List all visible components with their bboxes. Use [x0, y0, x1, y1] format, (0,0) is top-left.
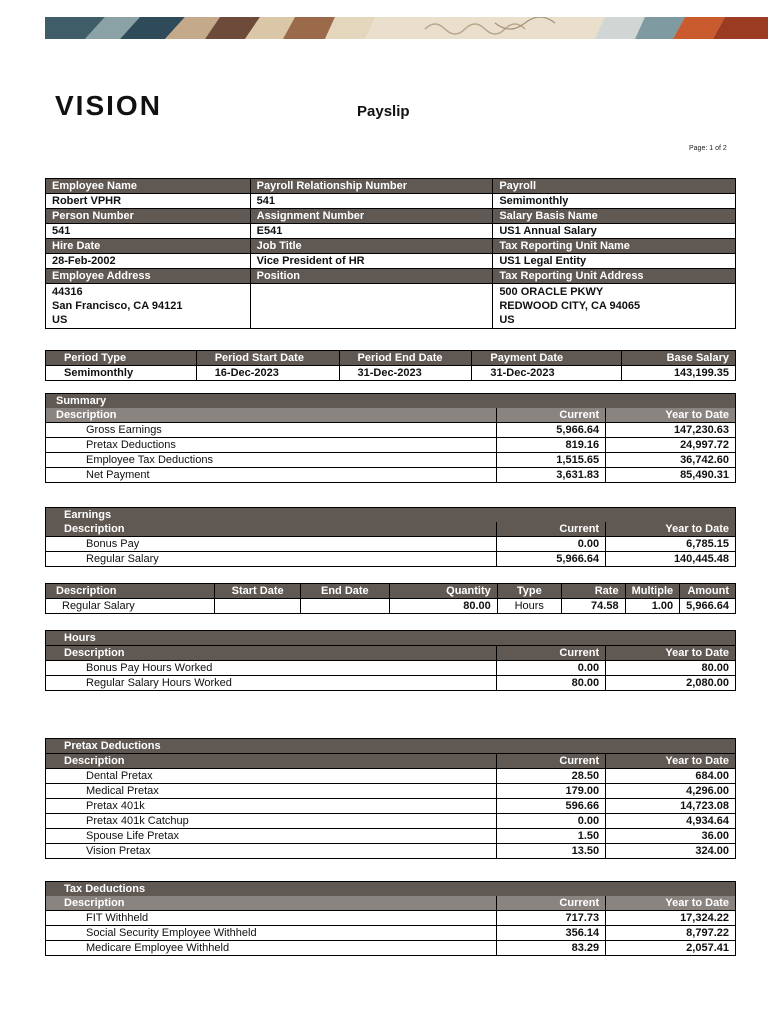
section-title-earnings: Earnings [46, 508, 736, 523]
header-period-start: Period Start Date [196, 351, 339, 366]
col-description: Description [46, 754, 497, 769]
row-current: 3,631.83 [497, 468, 606, 483]
row-description: Employee Tax Deductions [46, 453, 497, 468]
row-description: Spouse Life Pretax [46, 829, 497, 844]
row-description: Vision Pretax [46, 844, 497, 859]
col-multiple: Multiple [625, 584, 680, 599]
col-description: Description [46, 408, 497, 423]
table-row [46, 814, 736, 829]
row-ytd: 4,934.64 [606, 814, 736, 829]
period-table [45, 350, 736, 381]
row-description: Pretax Deductions [46, 438, 497, 453]
hours-table [45, 630, 736, 691]
label-job-title: Job Title [250, 239, 493, 254]
row-ytd: 85,490.31 [606, 468, 736, 483]
tax-reporting-unit: US1 Legal Entity [493, 254, 736, 269]
col-year-to-date: Year to Date [606, 754, 736, 769]
period-end-date: 31-Dec-2023 [339, 366, 472, 381]
row-description: Net Payment [46, 468, 497, 483]
header-payment-date: Payment Date [472, 351, 622, 366]
col-year-to-date: Year to Date [606, 646, 736, 661]
col-rate: Rate [561, 584, 625, 599]
col-end-date: End Date [301, 584, 389, 599]
row-current: 596.66 [497, 799, 606, 814]
row-description: Bonus Pay Hours Worked [46, 661, 497, 676]
col-start-date: Start Date [215, 584, 301, 599]
col-year-to-date: Year to Date [606, 522, 736, 537]
section-title-hours: Hours [46, 631, 736, 646]
row-ytd: 24,997.72 [606, 438, 736, 453]
col-description: Description [46, 584, 215, 599]
row-ytd: 80.00 [606, 661, 736, 676]
label-position: Position [250, 269, 493, 284]
col-description: Description [46, 896, 497, 911]
employee-address: 44316 San Francisco, CA 94121 US [46, 284, 251, 329]
label-person-number: Person Number [46, 209, 251, 224]
row-description: Dental Pretax [46, 769, 497, 784]
salary-basis: US1 Annual Salary [493, 224, 736, 239]
label-payroll: Payroll [493, 179, 736, 194]
period-type: Semimonthly [46, 366, 197, 381]
period-start-date: 16-Dec-2023 [196, 366, 339, 381]
row-current: 819.16 [497, 438, 606, 453]
job-title: Vice President of HR [250, 254, 493, 269]
table-row [46, 799, 736, 814]
table-row [46, 911, 736, 926]
row-current: 1.50 [497, 829, 606, 844]
base-salary: 143,199.35 [622, 366, 736, 381]
tax-deductions-table [45, 881, 736, 956]
col-description: Description [46, 522, 497, 537]
row-current: 80.00 [497, 676, 606, 691]
row-description: Pretax 401k [46, 799, 497, 814]
page-number: Page: 1 of 2 [689, 145, 727, 152]
label-hire-date: Hire Date [46, 239, 251, 254]
table-row [46, 784, 736, 799]
header-period-type: Period Type [46, 351, 197, 366]
table-row [46, 926, 736, 941]
label-payroll-relationship: Payroll Relationship Number [250, 179, 493, 194]
row-ytd: 17,324.22 [606, 911, 736, 926]
table-row [46, 423, 736, 438]
table-row [46, 438, 736, 453]
row-description: Regular Salary [46, 599, 215, 614]
label-salary-basis: Salary Basis Name [493, 209, 736, 224]
section-title-tax: Tax Deductions [46, 882, 736, 897]
row-end-date [301, 599, 389, 614]
row-description: Regular Salary Hours Worked [46, 676, 497, 691]
col-amount: Amount [680, 584, 736, 599]
row-description: FIT Withheld [46, 911, 497, 926]
position [250, 284, 493, 329]
row-start-date [215, 599, 301, 614]
row-ytd: 36,742.60 [606, 453, 736, 468]
row-ytd: 36.00 [606, 829, 736, 844]
col-current: Current [497, 408, 606, 423]
row-description: Social Security Employee Withheld [46, 926, 497, 941]
row-ytd: 4,296.00 [606, 784, 736, 799]
table-row [46, 676, 736, 691]
table-row [46, 552, 736, 567]
row-current: 0.00 [497, 661, 606, 676]
table-row [46, 599, 736, 614]
row-ytd: 14,723.08 [606, 799, 736, 814]
col-year-to-date: Year to Date [606, 408, 736, 423]
row-current: 28.50 [497, 769, 606, 784]
row-multiple: 1.00 [625, 599, 680, 614]
col-type: Type [497, 584, 561, 599]
row-current: 0.00 [497, 814, 606, 829]
pretax-deductions-table [45, 738, 736, 859]
table-row [46, 769, 736, 784]
label-employee-name: Employee Name [46, 179, 251, 194]
company-logo: VISION [55, 90, 162, 121]
row-amount: 5,966.64 [680, 599, 736, 614]
header-period-end: Period End Date [339, 351, 472, 366]
col-current: Current [497, 522, 606, 537]
table-row [46, 453, 736, 468]
row-current: 1,515.65 [497, 453, 606, 468]
tax-reporting-unit-address: 500 ORACLE PKWY REDWOOD CITY, CA 94065 US [493, 284, 736, 329]
row-current: 356.14 [497, 926, 606, 941]
label-tax-reporting-unit-address: Tax Reporting Unit Address [493, 269, 736, 284]
col-year-to-date: Year to Date [606, 896, 736, 911]
row-description: Gross Earnings [46, 423, 497, 438]
row-ytd: 2,057.41 [606, 941, 736, 956]
row-ytd: 324.00 [606, 844, 736, 859]
row-description: Bonus Pay [46, 537, 497, 552]
row-current: 0.00 [497, 537, 606, 552]
table-row [46, 829, 736, 844]
employee-name: Robert VPHR [46, 194, 251, 209]
row-current: 83.29 [497, 941, 606, 956]
earnings-detail-table [45, 583, 736, 614]
col-quantity: Quantity [389, 584, 497, 599]
table-row [46, 661, 736, 676]
row-current: 5,966.64 [497, 552, 606, 567]
payroll-relationship-number: 541 [250, 194, 493, 209]
row-ytd: 147,230.63 [606, 423, 736, 438]
document-title: Payslip [357, 103, 410, 120]
table-row [46, 844, 736, 859]
col-current: Current [497, 754, 606, 769]
section-title-summary: Summary [46, 394, 736, 409]
row-current: 13.50 [497, 844, 606, 859]
label-employee-address: Employee Address [46, 269, 251, 284]
table-row [46, 941, 736, 956]
col-current: Current [497, 896, 606, 911]
row-current: 179.00 [497, 784, 606, 799]
row-current: 717.73 [497, 911, 606, 926]
label-tax-reporting-unit: Tax Reporting Unit Name [493, 239, 736, 254]
col-current: Current [497, 646, 606, 661]
row-ytd: 6,785.15 [606, 537, 736, 552]
earnings-table [45, 507, 736, 567]
section-title-pretax: Pretax Deductions [46, 739, 736, 754]
assignment-number: E541 [250, 224, 493, 239]
payroll: Semimonthly [493, 194, 736, 209]
row-rate: 74.58 [561, 599, 625, 614]
payment-date: 31-Dec-2023 [472, 366, 622, 381]
row-description: Medicare Employee Withheld [46, 941, 497, 956]
employee-info-table [45, 178, 736, 329]
row-description: Pretax 401k Catchup [46, 814, 497, 829]
decorative-banner [45, 17, 768, 39]
col-description: Description [46, 646, 497, 661]
label-assignment-number: Assignment Number [250, 209, 493, 224]
hire-date: 28-Feb-2002 [46, 254, 251, 269]
row-current: 5,966.64 [497, 423, 606, 438]
summary-table [45, 393, 736, 483]
row-description: Regular Salary [46, 552, 497, 567]
row-description: Medical Pretax [46, 784, 497, 799]
table-row [46, 468, 736, 483]
row-quantity: 80.00 [389, 599, 497, 614]
row-ytd: 8,797.22 [606, 926, 736, 941]
row-type: Hours [497, 599, 561, 614]
row-ytd: 684.00 [606, 769, 736, 784]
header-base-salary: Base Salary [622, 351, 736, 366]
table-row [46, 537, 736, 552]
row-ytd: 140,445.48 [606, 552, 736, 567]
row-ytd: 2,080.00 [606, 676, 736, 691]
person-number: 541 [46, 224, 251, 239]
